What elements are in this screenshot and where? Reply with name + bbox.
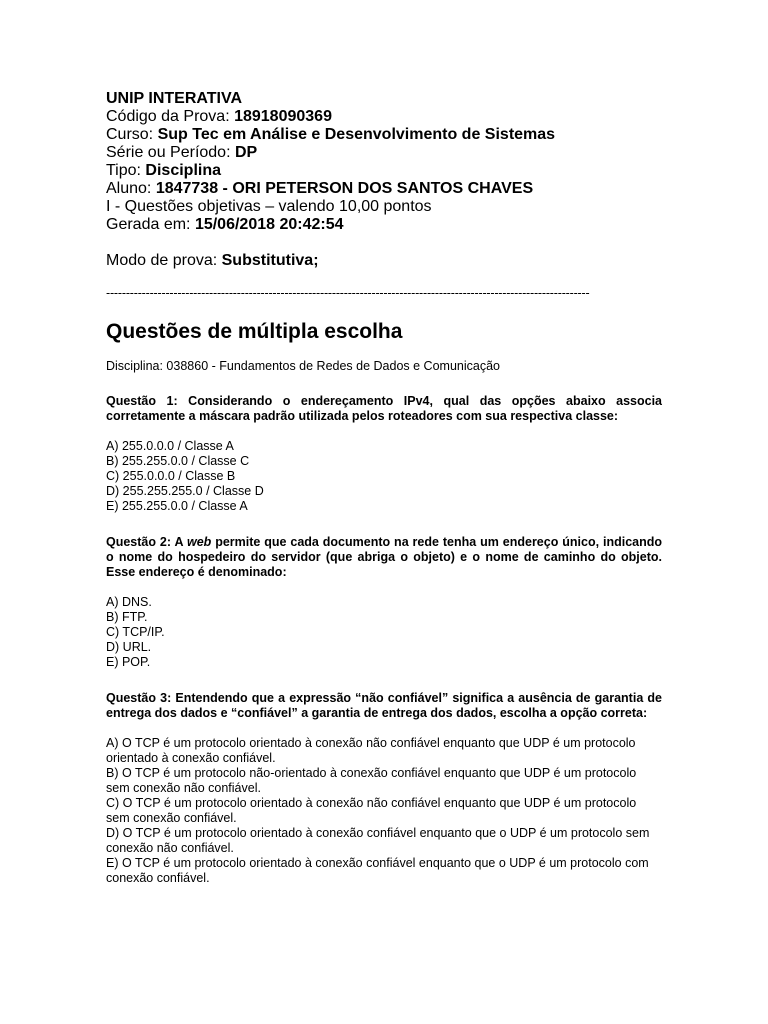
options-list	[106, 439, 662, 514]
type-line: Tipo: Disciplina	[106, 162, 221, 179]
option-c: C) TCP/IP.	[106, 625, 165, 639]
option-a: A) O TCP é um protocolo orientado à conexão não confiável enquanto que UDP é um protocolo orientado à conexão confiável.	[106, 736, 636, 765]
period-value: DP	[234, 144, 258, 161]
exam-mode: Substitutiva;	[221, 252, 319, 269]
objective-line: I - Questões objetivas – valendo 10,00 pontos	[106, 198, 432, 215]
option-e: E) O TCP é um protocolo orientado à conexão confiável enquanto que o UDP é um protocolo com conexão confiável.	[106, 856, 649, 885]
exam-code-line: Código da Prova: 18918090369	[106, 108, 332, 125]
student-name: 1847738 - ORI PETERSON DOS SANTOS CHAVES	[155, 180, 534, 197]
option-b: B) 255.255.0.0 / Classe C	[106, 454, 250, 468]
period-line: Série ou Período: DP	[106, 144, 258, 161]
generated-date: 15/06/2018 20:42:54	[194, 216, 344, 233]
option-a: A) DNS.	[106, 595, 152, 609]
option-e: E) POP.	[106, 655, 151, 669]
option-c: C) O TCP é um protocolo orientado à conexão não confiável enquanto que UDP é um protocolo sem conexão confiável.	[106, 796, 637, 825]
option-a: A) 255.0.0.0 / Classe A	[106, 439, 234, 453]
question-3	[106, 691, 662, 886]
question-text: Questão 3: Entendendo que a expressão “não confiável” significa a ausência de garantia de entrega dos dados e “confiável” a garantia de entrega dos dados, escolha a opção correta:	[106, 691, 662, 720]
institution-name: UNIP INTERATIVA	[106, 90, 243, 107]
option-d: D) URL.	[106, 640, 152, 654]
option-c: C) 255.0.0.0 / Classe B	[106, 469, 236, 483]
section-title: Questões de múltipla escolha	[106, 320, 403, 343]
options-list	[106, 736, 662, 886]
course-name: Sup Tec em Análise e Desenvolvimento de Sistemas	[157, 126, 556, 143]
exam-code: 18918090369	[234, 108, 332, 125]
option-d: D) O TCP é um protocolo orientado à conexão confiável enquanto que o UDP é um protocolo sem conexão não confiável.	[106, 826, 650, 855]
exam-mode-line: Modo de prova: Substitutiva;	[106, 252, 319, 269]
question-1	[106, 394, 662, 514]
option-b: B) O TCP é um protocolo não-orientado à conexão confiável enquanto que UDP é um protocolo sem conexão não confiável.	[106, 766, 637, 795]
exam-document	[106, 90, 662, 886]
option-b: B) FTP.	[106, 610, 148, 624]
option-d: D) 255.255.255.0 / Classe D	[106, 484, 264, 498]
discipline-line: Disciplina: 038860 - Fundamentos de Redes de Dados e Comunicação	[106, 359, 500, 373]
question-text: Questão 1: Considerando o endereçamento IPv4, qual das opções abaixo associa corretamente a máscara padrão utilizada pelos roteadores com sua respectiva classe:	[106, 394, 663, 423]
generated-line: Gerada em: 15/06/2018 20:42:54	[106, 216, 344, 233]
separator-line: --------------------------------------------------------------------------------------------------------------------------	[106, 286, 590, 300]
course-line: Curso: Sup Tec em Análise e Desenvolvimento de Sistemas	[106, 126, 556, 143]
type-value: Disciplina	[145, 162, 221, 179]
option-e: E) 255.255.0.0 / Classe A	[106, 499, 248, 513]
question-2	[106, 535, 662, 670]
question-text: Questão 2: A web permite que cada documento na rede tenha um endereço único, indicando o nome do hospedeiro do servidor (que abriga o objeto) e o nome de caminho do objeto. Esse endereço é denominado:	[106, 535, 662, 579]
options-list	[106, 595, 662, 670]
exam-header	[106, 90, 662, 234]
student-line: Aluno: 1847738 - ORI PETERSON DOS SANTOS CHAVES	[106, 180, 534, 197]
